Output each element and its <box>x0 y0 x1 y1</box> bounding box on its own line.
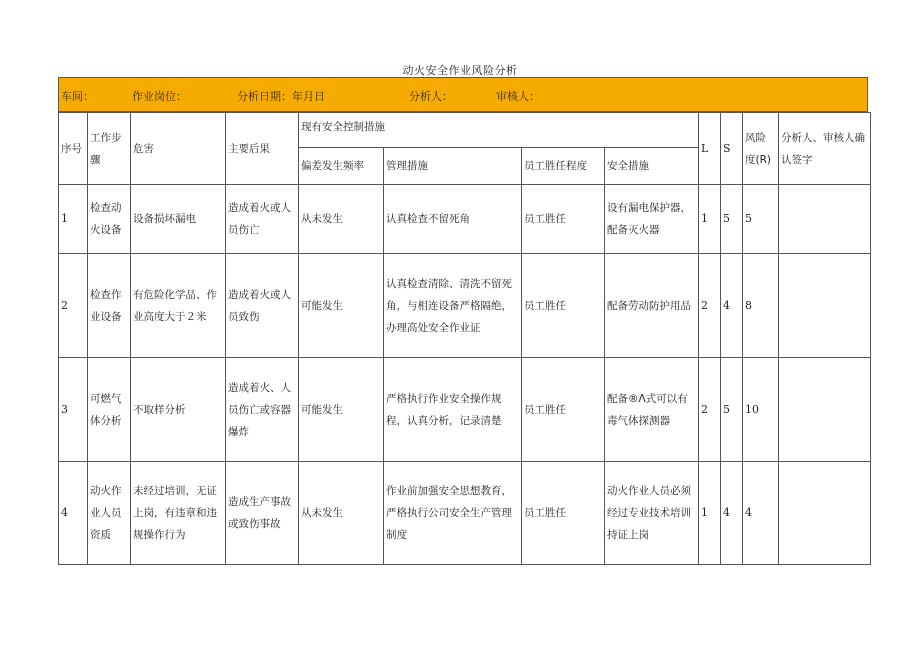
cell-safety: 配备®Λ式可以有毒气体探测器 <box>605 358 699 462</box>
cell-risk: 8 <box>743 254 779 358</box>
cell-management: 认真检查不留死角 <box>384 185 522 254</box>
table-row <box>59 462 871 565</box>
cell-step: 检查动火设备 <box>88 185 131 254</box>
header-seq: 序号 <box>59 113 88 185</box>
header-controls: 现有安全控制措施 <box>299 113 699 148</box>
risk-analysis-table <box>58 112 871 565</box>
table-row <box>59 358 871 462</box>
cell-s: 4 <box>721 462 743 565</box>
header-signoff: 分析人、审核人确认签字 <box>779 113 871 185</box>
cell-safety: 动火作业人员必须经过专业技术培训持证上岗 <box>605 462 699 565</box>
cell-risk: 5 <box>743 185 779 254</box>
cell-hazard: 设备损坏漏电 <box>131 185 226 254</box>
cell-risk: 4 <box>743 462 779 565</box>
header-s: S <box>721 113 743 185</box>
cell-step: 检查作业设备 <box>88 254 131 358</box>
table-row <box>59 185 871 254</box>
table-header-row <box>59 113 871 148</box>
cell-signoff[interactable] <box>779 462 871 565</box>
cell-signoff[interactable] <box>779 358 871 462</box>
date-label: 分析日期：年月日 <box>237 90 325 103</box>
cell-step: 可燃气体分析 <box>88 358 131 462</box>
cell-consequence: 造成生产事故或致伤事故 <box>226 462 299 565</box>
cell-s: 5 <box>721 185 743 254</box>
cell-management: 作业前加强安全思想教育，严格执行公司安全生产管理制度 <box>384 462 522 565</box>
header-deviation: 偏差发生频率 <box>299 148 384 185</box>
header-management: 管理措施 <box>384 148 522 185</box>
header-risk: 风险度(R) <box>743 113 779 185</box>
cell-seq: 2 <box>59 254 88 358</box>
cell-seq: 1 <box>59 185 88 254</box>
cell-l: 1 <box>699 185 721 254</box>
header-competence: 员工胜任程度 <box>522 148 605 185</box>
reviewer-label: 审核人： <box>496 90 540 103</box>
header-l: L <box>699 113 721 185</box>
analyst-label: 分析人： <box>409 90 453 103</box>
post-label: 作业岗位： <box>132 90 187 103</box>
cell-l: 2 <box>699 358 721 462</box>
cell-safety: 设有漏电保护器，配备灭火器 <box>605 185 699 254</box>
header-step: 工作步骤 <box>88 113 131 185</box>
cell-management: 认真检查清除、清洗不留死角，与相连设备严格隔绝，办理高处安全作业证 <box>384 254 522 358</box>
cell-management: 严格执行作业安全操作规程，认真分析，记录清楚 <box>384 358 522 462</box>
cell-step: 动火作业人员资质 <box>88 462 131 565</box>
cell-s: 5 <box>721 358 743 462</box>
cell-seq: 4 <box>59 462 88 565</box>
cell-competence: 员工胜任 <box>522 185 605 254</box>
cell-signoff[interactable] <box>779 185 871 254</box>
header-safety: 安全措施 <box>605 148 699 185</box>
cell-hazard: 未经过培训，无证上岗，有违章和违规操作行为 <box>131 462 226 565</box>
document-title: 动火安全作业风险分析 <box>402 64 518 77</box>
cell-consequence: 造成着火或人员伤亡 <box>226 185 299 254</box>
info-bar <box>58 77 868 112</box>
cell-deviation: 可能发生 <box>299 358 384 462</box>
cell-deviation: 可能发生 <box>299 254 384 358</box>
table-row <box>59 254 871 358</box>
cell-consequence: 造成着火或人员致伤 <box>226 254 299 358</box>
cell-deviation: 从未发生 <box>299 462 384 565</box>
cell-l: 2 <box>699 254 721 358</box>
cell-safety: 配备劳动防护用品 <box>605 254 699 358</box>
cell-signoff[interactable] <box>779 254 871 358</box>
cell-l: 1 <box>699 462 721 565</box>
cell-risk: 10 <box>743 358 779 462</box>
cell-competence: 员工胜任 <box>522 358 605 462</box>
cell-deviation: 从未发生 <box>299 185 384 254</box>
header-consequence: 主要后果 <box>226 113 299 185</box>
cell-consequence: 造成着火、人员伤亡或容器爆炸 <box>226 358 299 462</box>
cell-hazard: 不取样分析 <box>131 358 226 462</box>
cell-seq: 3 <box>59 358 88 462</box>
workshop-label: 车间： <box>61 90 94 103</box>
header-hazard: 危害 <box>131 113 226 185</box>
cell-competence: 员工胜任 <box>522 462 605 565</box>
cell-s: 4 <box>721 254 743 358</box>
cell-hazard: 有危险化学品、作业高度大于２米 <box>131 254 226 358</box>
cell-competence: 员工胜任 <box>522 254 605 358</box>
